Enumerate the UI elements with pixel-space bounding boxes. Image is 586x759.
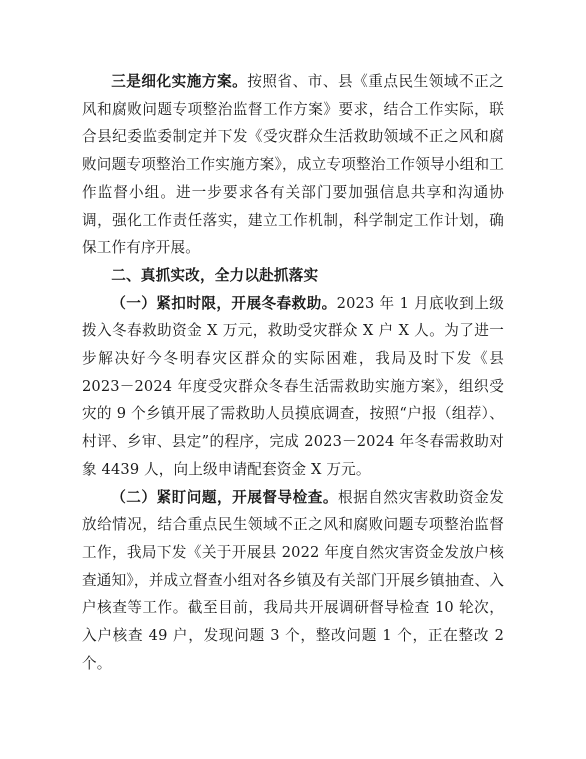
subsection-text: 根据自然灾害救助资金发放给情况，结合重点民生领域不正之风和腐败问题专项整治监督工作，我局下发《关于开展县 2022 年度自然灾害资金发放户核查通知》，并成立督查小组对各乡镇及有关部门开展乡镇抽查、入户核查等工作。截至目前，我局共开展调研督导检查 10 轮次，入户核查 49 户，发现问题 3 个，整改问题 1 个，正在整改 2 个。	[82, 488, 504, 672]
document-body	[82, 68, 504, 677]
paragraph-refine-plan	[82, 68, 504, 262]
subsection-winter-spring-relief	[82, 290, 504, 484]
subsection-text: 2023 年 1 月底收到上级拨入冬春救助资金 X 万元，救助受灾群众 X 户 X 人。为了进一步解决好今冬明春灾区群众的实际困难，我局及时下发《县 2023－2024 年度受灾群众冬春生活需救助实施方案》，组织受灾的 9 个乡镇开展了需救助人员摸底调查，按照“户报（组荐）、村评、乡审、县定”的程序，完成 2023－2024 年冬春需救助对象 4439 人，向上级申请配套资金 X 万元。	[82, 294, 504, 478]
paragraph-text: 按照省、市、县《重点民生领域不正之风和腐败问题专项整治监督工作方案》要求，结合工作实际，联合县纪委监委制定并下发《受灾群众生活救助领域不正之风和腐败问题专项整治工作实施方案》，成立专项整治工作领导小组和工作监督小组。进一步要求各有关部门要加强信息共享和沟通协调，强化工作责任落实，建立工作机制，科学制定工作计划，确保工作有序开展。	[82, 73, 504, 257]
subsection-lead: （一）紧扣时限，开展冬春救助。	[111, 294, 337, 312]
subsection-lead: （二）紧盯问题，开展督导检查。	[111, 488, 339, 506]
paragraph-lead: 三是细化实施方案。	[111, 73, 248, 90]
section-heading: 二、真抓实改，全力以赴抓落实	[111, 266, 319, 284]
subsection-supervision-inspection	[82, 484, 504, 678]
